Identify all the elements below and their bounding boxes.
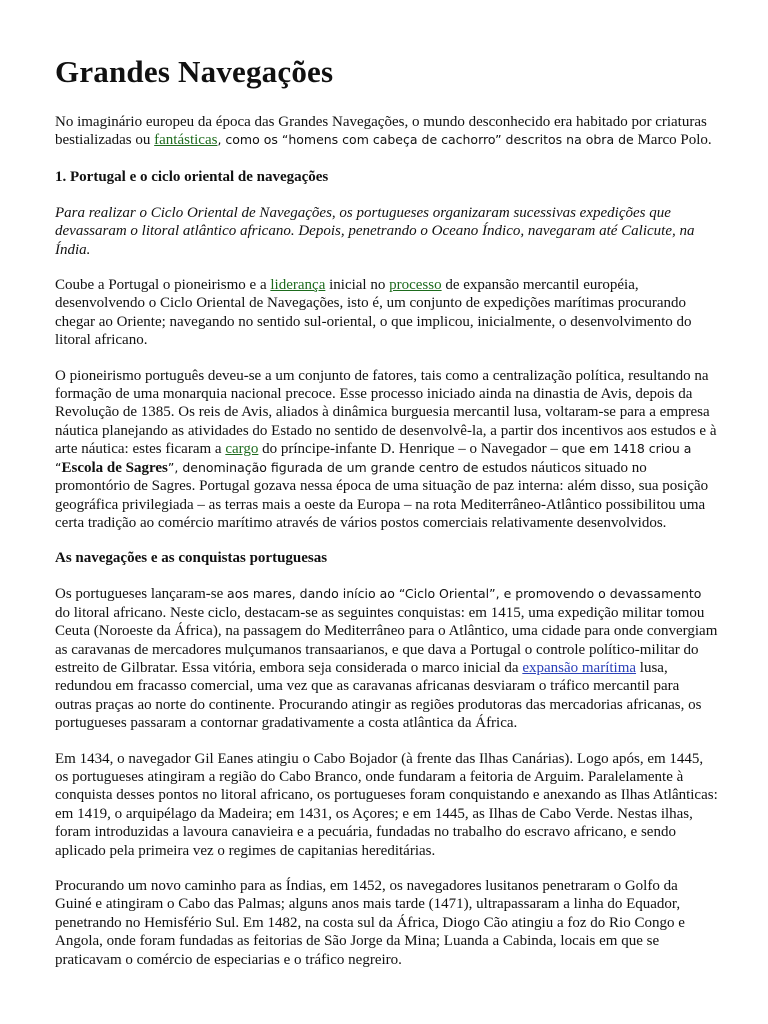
intro-text-end: Marco Polo.: [633, 132, 712, 149]
paragraph-text: estudos náuticos situado no promontório de Sagres. Portugal gozava nessa época de uma situação de paz interna: além disso, sua posição geográfica privilegiada – as terras mais a oeste da Europa – na rota Mediterrâneo-Atlântico possibilitou uma certa tradição ao comércio marítimo através de vários postos comerciais relativamente desenvolvidos.: [55, 459, 709, 531]
section1-paragraph-1: [55, 276, 718, 350]
paragraph-text-sans: aos mares, dando início ao “Ciclo Oriental”, e promovendo o devassamento: [227, 586, 702, 602]
link-cargo[interactable]: cargo: [225, 441, 259, 458]
paragraph-text: do litoral africano. Neste ciclo, destacam-se as seguintes conquistas: em 1415, uma expedição militar tomou Ceuta (Noroeste da África), na passagem do Mediterrâneo para o Atlântico, uma cidade para onde convergiam as caravanas de mercadores mulçumanos transaarianos, e que dava a Portugal o controle político-militar do estreito de Gilbratar. Essa vitória, embora seja considerada o marco inicial da: [55, 604, 718, 676]
paragraph-text: de expansão mercantil européia, desenvolvendo o Ciclo Oriental de Navegações, isto é, um conjunto de expedições marítimas procurando chegar ao Oriente; navegando no sentido sul-oriental, o que implicou, inicialmente, o desenvolvimento do litoral africano.: [55, 277, 692, 349]
intro-text: No imaginário europeu da época das Grandes Navegações, o mundo desconhecido era habitado por criaturas bestializadas ou: [55, 114, 707, 149]
intro-paragraph: [55, 113, 718, 150]
paragraph-text: Os portugueses lançaram-se: [55, 586, 228, 603]
intro-text-sans: , como os “homens com cabeça de cachorro” descritos na obra de: [217, 132, 634, 148]
section1-heading: 1. Portugal e o ciclo oriental de navegações: [55, 168, 329, 185]
section2-paragraph-2: Em 1434, o navegador Gil Eanes atingiu o Cabo Bojador (à frente das Ilhas Canárias). Logo após, em 1445, os portugueses atingiram a região do Cabo Branco, onde fundaram a feitoria de Arguim. Paralelamente à conquista desses pontos no litoral africano, os portugueses foram conquistando e anexando as Ilhas Atlânticas: em 1419, o arquipélago da Madeira; em 1431, os Açores; e em 1445, as Ilhas de Cabo Verde. Nestas ilhas, foram introduzidas a lavoura canavieira e a pecuária, fundadas no trabalho do escravo africano, e sendo aplicado pela primeira vez o regimes de capitanias hereditárias.: [55, 750, 718, 859]
paragraph-text: do príncipe-infante D. Henrique – o Navegador –: [258, 441, 562, 458]
paragraph-text: lusa, redundou em fracasso comercial, uma vez que as caravanas africanas desviaram o tráfico mercantil para outras praças ao norte do continente. Procurando atingir as regiões produtoras das mercadorias africanas, os portugueses passaram a contornar gradativamente a costa atlântica da África.: [55, 659, 702, 732]
paragraph-text: Coube a Portugal o pioneirismo e a: [55, 277, 271, 294]
link-processo[interactable]: processo: [389, 277, 442, 294]
section2-heading: As navegações e as conquistas portuguesas: [55, 550, 328, 567]
link-lideranca[interactable]: liderança: [270, 277, 326, 294]
escola-de-sagres: Escola de Sagres: [61, 459, 168, 476]
section1-lead: Para realizar o Ciclo Oriental de Navegações, os portugueses organizaram sucessivas expedições que devassaram o litoral atlântico africano. Depois, penetrando o Oceano Índico, navegaram até Calicute, na Índia.: [55, 204, 695, 258]
page-title: Grandes Navegações: [55, 54, 334, 89]
link-expansao-maritima[interactable]: expansão marítima: [522, 659, 637, 676]
paragraph-text-sans: que em 1418 criou a “: [55, 441, 692, 475]
paragraph-text: inicial no: [325, 277, 390, 294]
section1-paragraph-2: [55, 367, 718, 533]
section2-paragraph-3: Procurando um novo caminho para as Índias, em 1452, os navegadores lusitanos penetraram o Golfo da Guiné e atingiram o Cabo das Palmas; alguns anos mais tarde (1471), ultrapassaram a linha do Equador, penetrando no Hemisfério Sul. Em 1482, na costa sul da África, Diogo Cão atingiu a foz do Rio Congo e Angola, onde foram fundadas as feitorias de São Jorge da Mina; Luanda a Cabinda, locais em que se praticavam o comércio de especiarias e o tráfico negreiro.: [55, 878, 685, 968]
link-fantasticas[interactable]: fantásticas: [154, 132, 218, 149]
paragraph-text: O pioneirismo português deveu-se a um conjunto de fatores, tais como a centralização política, resultando na formação de uma monarquia nacional precoce. Esse processo iniciado ainda na dinastia de Avis, depois da Revolução de 1385. Os reis de Avis, aliados à dinâmica burguesia mercantil lusa, voltaram-se para a empresa náutica planejando as atividades do Estado no sentido de desenvolvê-la, a partir dos incentivos aos estudos e à arte náutica: estes ficaram a: [55, 367, 717, 458]
section2-paragraph-1: [55, 585, 718, 732]
paragraph-text-sans: ”, denominação figurada de um grande centro de: [167, 459, 479, 475]
